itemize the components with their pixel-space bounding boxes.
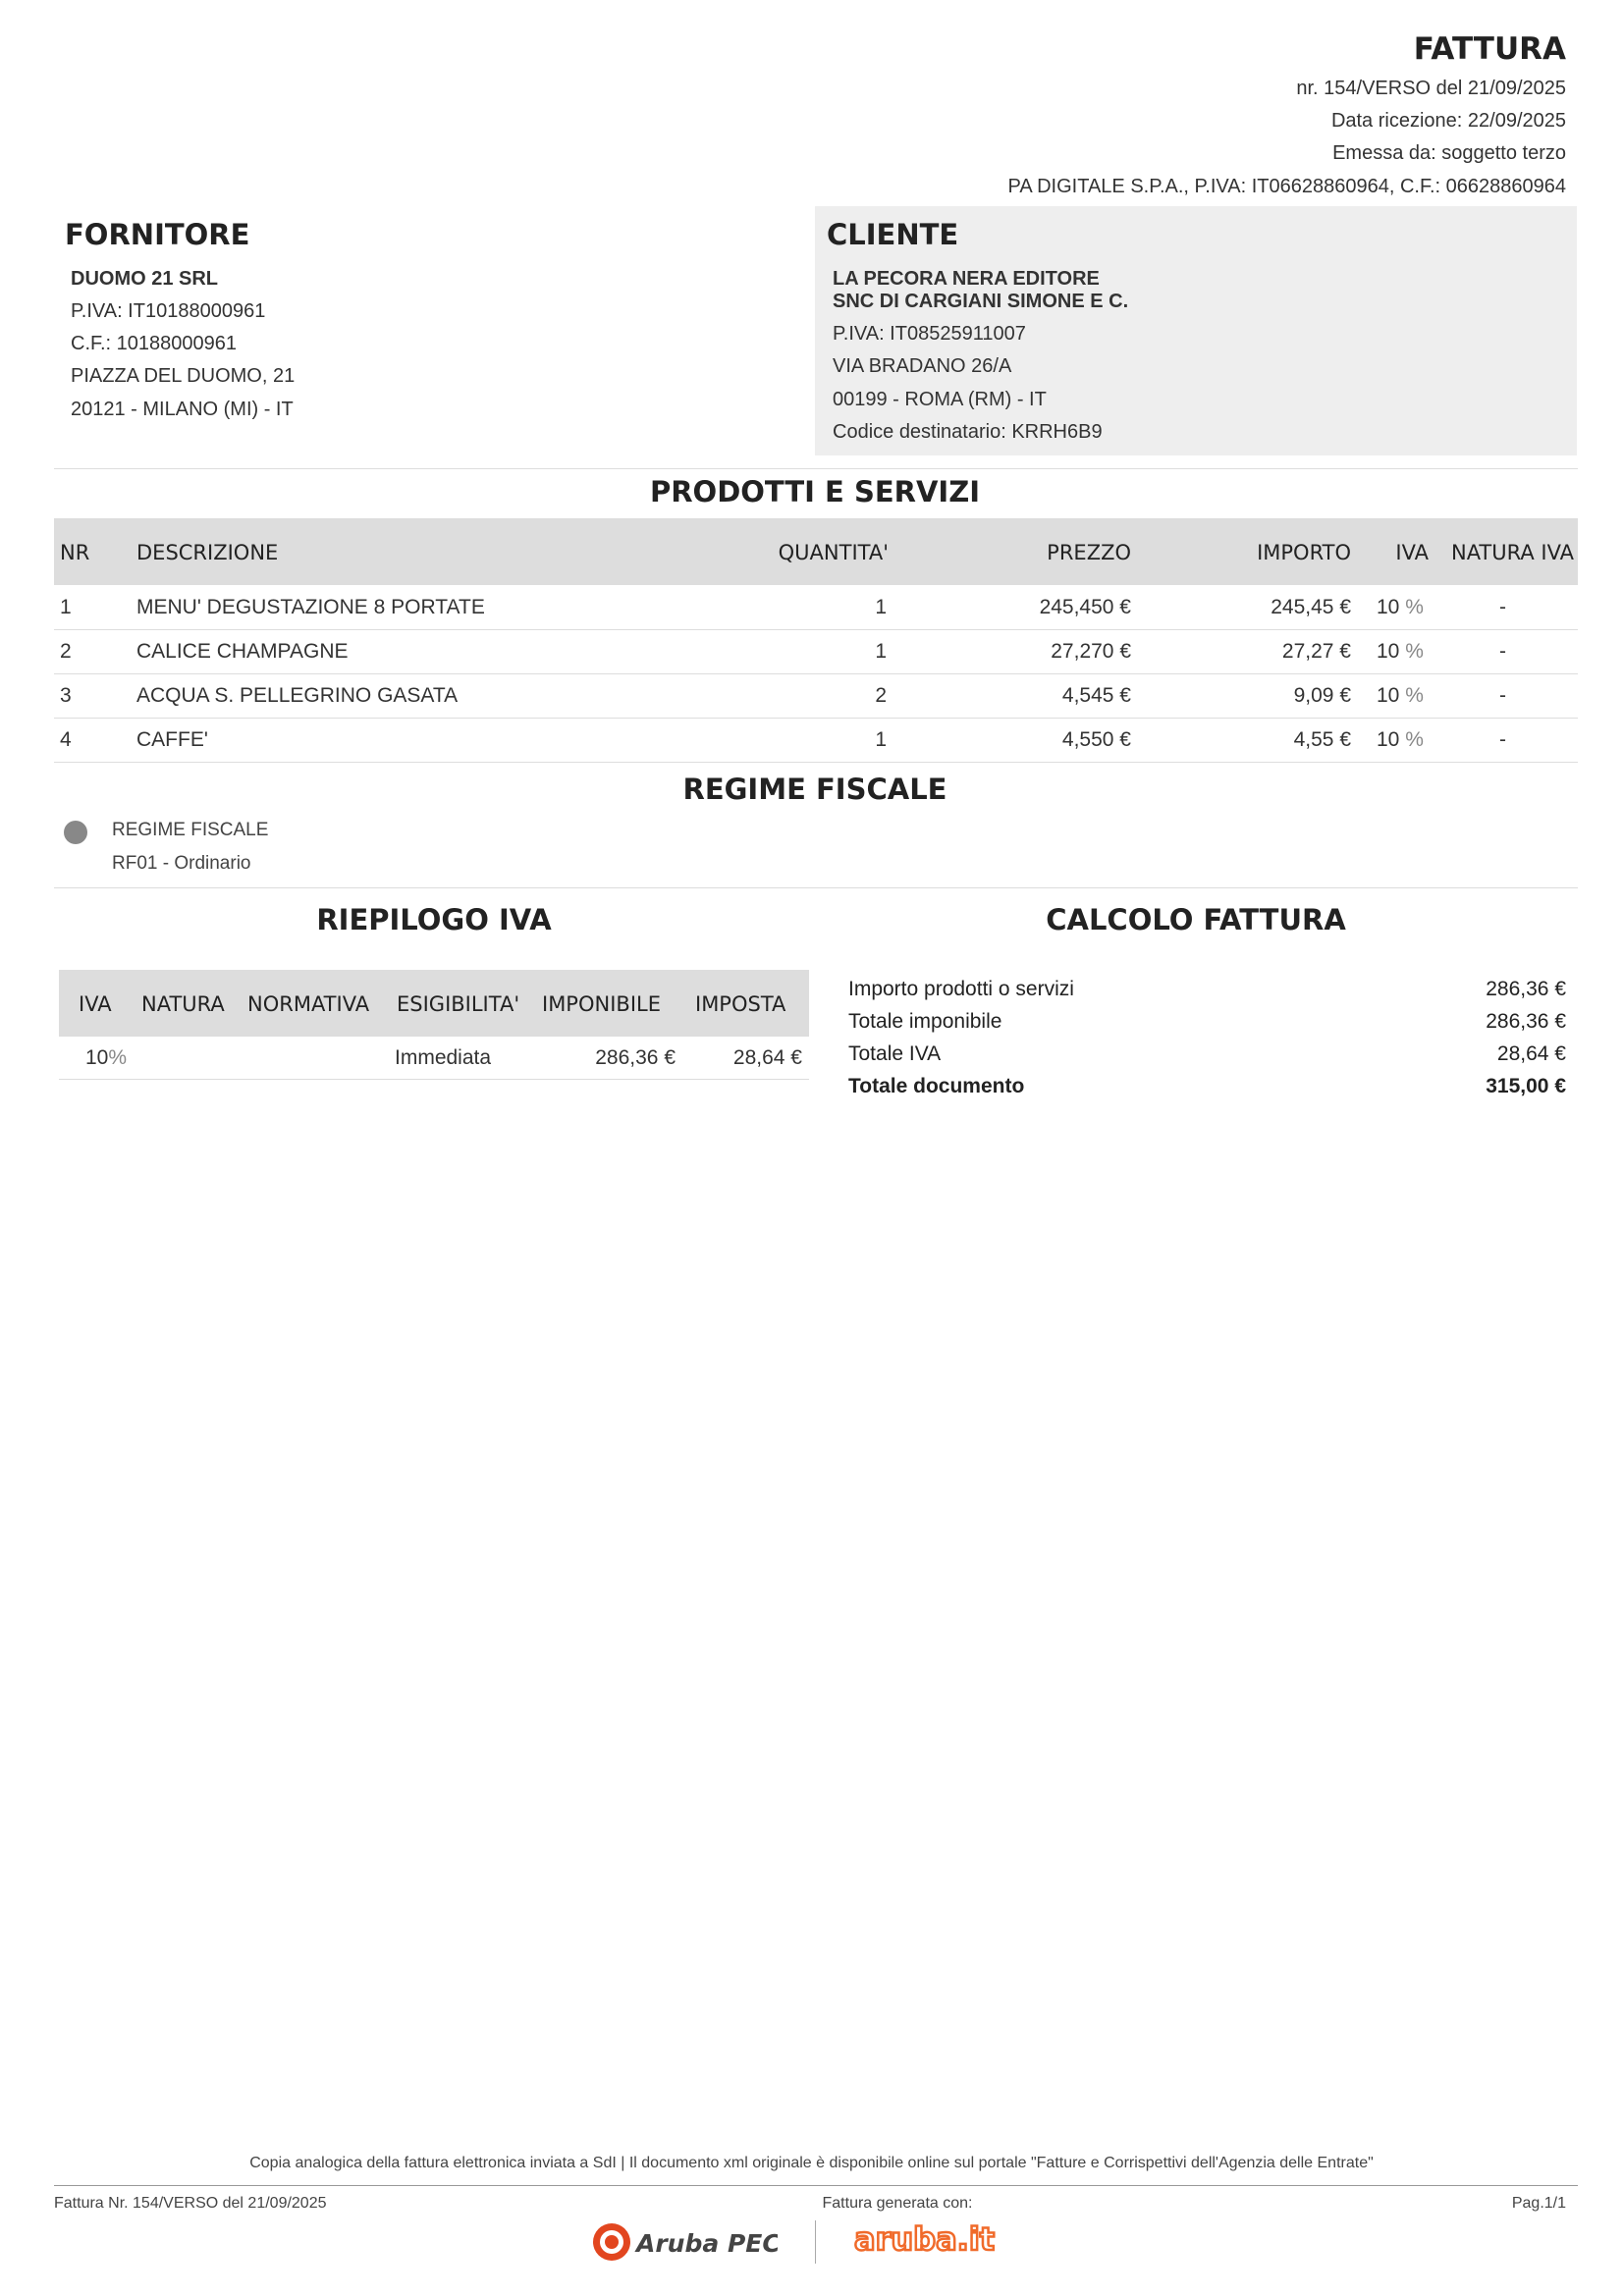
client-name-line2: SNC DI CARGIANI SIMONE E C. [833, 291, 1129, 312]
receipt-date: Data ricezione: 22/09/2025 [1330, 110, 1566, 132]
row-nr: 4 [60, 728, 72, 751]
row-quantity: 2 [875, 684, 887, 707]
row-price: 4,545 € [1061, 684, 1131, 707]
row-nr: 1 [60, 596, 72, 618]
bullet-icon [64, 821, 87, 844]
table-row [59, 1037, 809, 1080]
client-address: VIA BRADANO 26/A [833, 355, 1012, 377]
issuer-info: PA DIGITALE S.P.A., P.IVA: IT06628860964, C.F.: 06628860964 [1007, 176, 1566, 197]
calc-value: 286,36 € [1486, 978, 1566, 1000]
row-iva: 10% [85, 1046, 128, 1069]
footer-page: Pag.1/1 [1511, 2195, 1566, 2212]
svg-text:Aruba PEC: Aruba PEC [636, 2229, 778, 2258]
calc-label: Totale imponibile [848, 1010, 1002, 1033]
row-description: MENU' DEGUSTAZIONE 8 PORTATE [136, 596, 485, 618]
col-normativa: NORMATIVA [247, 992, 370, 1016]
calc-total-value: 315,00 € [1486, 1075, 1566, 1097]
regime-title: REGIME FISCALE [682, 773, 947, 806]
calc-label: Importo prodotti o servizi [848, 978, 1074, 1000]
supplier-city: 20121 - MILANO (MI) - IT [71, 399, 294, 420]
row-amount: 9,09 € [1293, 684, 1351, 707]
col-imponibile: IMPONIBILE [542, 992, 661, 1016]
table-row [54, 674, 1578, 719]
client-city: 00199 - ROMA (RM) - IT [833, 389, 1047, 410]
regime-label: REGIME FISCALE [112, 820, 269, 840]
col-iva: IVA [1395, 541, 1429, 564]
row-description: CALICE CHAMPAGNE [136, 640, 349, 663]
row-esigibilita: Immediata [395, 1046, 492, 1069]
row-description: ACQUA S. PELLEGRINO GASATA [136, 684, 459, 707]
row-amount: 27,27 € [1281, 640, 1351, 663]
divider [54, 887, 1578, 888]
supplier-address: PIAZZA DEL DUOMO, 21 [71, 365, 296, 387]
invoice-number: nr. 154/VERSO del 21/09/2025 [1296, 78, 1566, 99]
client-title: CLIENTE [827, 218, 959, 251]
row-imposta: 28,64 € [732, 1046, 802, 1069]
products-title: PRODOTTI E SERVIZI [649, 475, 981, 508]
col-imposta: IMPOSTA [695, 992, 786, 1016]
row-natura: - [1499, 640, 1506, 663]
client-code: Codice destinatario: KRRH6B9 [833, 421, 1103, 443]
client-name-line1: LA PECORA NERA EDITORE [833, 268, 1100, 290]
document-title: FATTURA [1413, 31, 1566, 67]
row-price: 245,450 € [1039, 596, 1131, 618]
footer-generated-with: Fattura generata con: [822, 2195, 973, 2212]
calc-label: Totale IVA [848, 1042, 942, 1065]
table-row [54, 586, 1578, 630]
row-natura: - [1499, 684, 1506, 707]
products-table-header [54, 518, 1578, 585]
footer-invoice-ref: Fattura Nr. 154/VERSO del 21/09/2025 [54, 2195, 327, 2212]
supplier-cf: C.F.: 10188000961 [71, 333, 238, 354]
row-iva: 10 % [1377, 596, 1424, 618]
calc-value: 286,36 € [1486, 1010, 1566, 1033]
table-row [54, 719, 1578, 763]
riepilogo-table-header [59, 970, 809, 1037]
col-iva: IVA [79, 992, 112, 1016]
col-price: PREZZO [1047, 541, 1131, 564]
calcolo-title: CALCOLO FATTURA [1046, 903, 1346, 936]
col-esigibilita: ESIGIBILITA' [397, 992, 520, 1016]
row-quantity: 1 [875, 728, 887, 751]
row-quantity: 1 [875, 640, 887, 663]
table-row [54, 630, 1578, 674]
row-nr: 3 [60, 684, 72, 707]
row-natura: - [1499, 728, 1506, 751]
row-iva: 10 % [1377, 684, 1424, 707]
svg-text:aruba.it: aruba.it [854, 2220, 996, 2258]
aruba-it-logo [852, 2216, 1000, 2267]
col-natura-iva: NATURA IVA [1450, 541, 1574, 564]
footer-divider [54, 2185, 1578, 2186]
riepilogo-title: RIEPILOGO IVA [316, 903, 552, 936]
row-description: CAFFE' [136, 728, 208, 751]
logo-separator [815, 2220, 816, 2264]
supplier-title: FORNITORE [65, 218, 250, 251]
col-nr: NR [60, 541, 90, 564]
row-iva: 10 % [1377, 640, 1424, 663]
row-price: 4,550 € [1061, 728, 1131, 751]
calc-value: 28,64 € [1496, 1042, 1566, 1065]
issued-by: Emessa da: soggetto terzo [1332, 142, 1566, 164]
aruba-pec-logo [591, 2220, 778, 2260]
row-iva: 10 % [1377, 728, 1424, 751]
col-quantity: QUANTITA' [778, 541, 889, 564]
row-amount: 245,45 € [1271, 596, 1351, 618]
row-quantity: 1 [875, 596, 887, 618]
divider [54, 468, 1578, 469]
row-amount: 4,55 € [1293, 728, 1351, 751]
row-price: 27,270 € [1051, 640, 1131, 663]
footer-note: Copia analogica della fattura elettronica inviata a SdI | Il documento xml originale è disponibile online sul portale "Fatture e Corrispettivi dell'Agenzia delle Entrate" [249, 2155, 1374, 2171]
supplier-piva: P.IVA: IT10188000961 [71, 300, 266, 322]
client-piva: P.IVA: IT08525911007 [833, 323, 1026, 345]
row-natura: - [1499, 596, 1506, 618]
row-imponibile: 286,36 € [595, 1046, 676, 1069]
col-description: DESCRIZIONE [136, 541, 279, 564]
supplier-name: DUOMO 21 SRL [71, 268, 219, 290]
row-nr: 2 [60, 640, 72, 663]
col-natura: NATURA [141, 992, 225, 1016]
regime-value: RF01 - Ordinario [112, 853, 251, 874]
col-amount: IMPORTO [1257, 541, 1351, 564]
calc-total-label: Totale documento [848, 1075, 1025, 1097]
